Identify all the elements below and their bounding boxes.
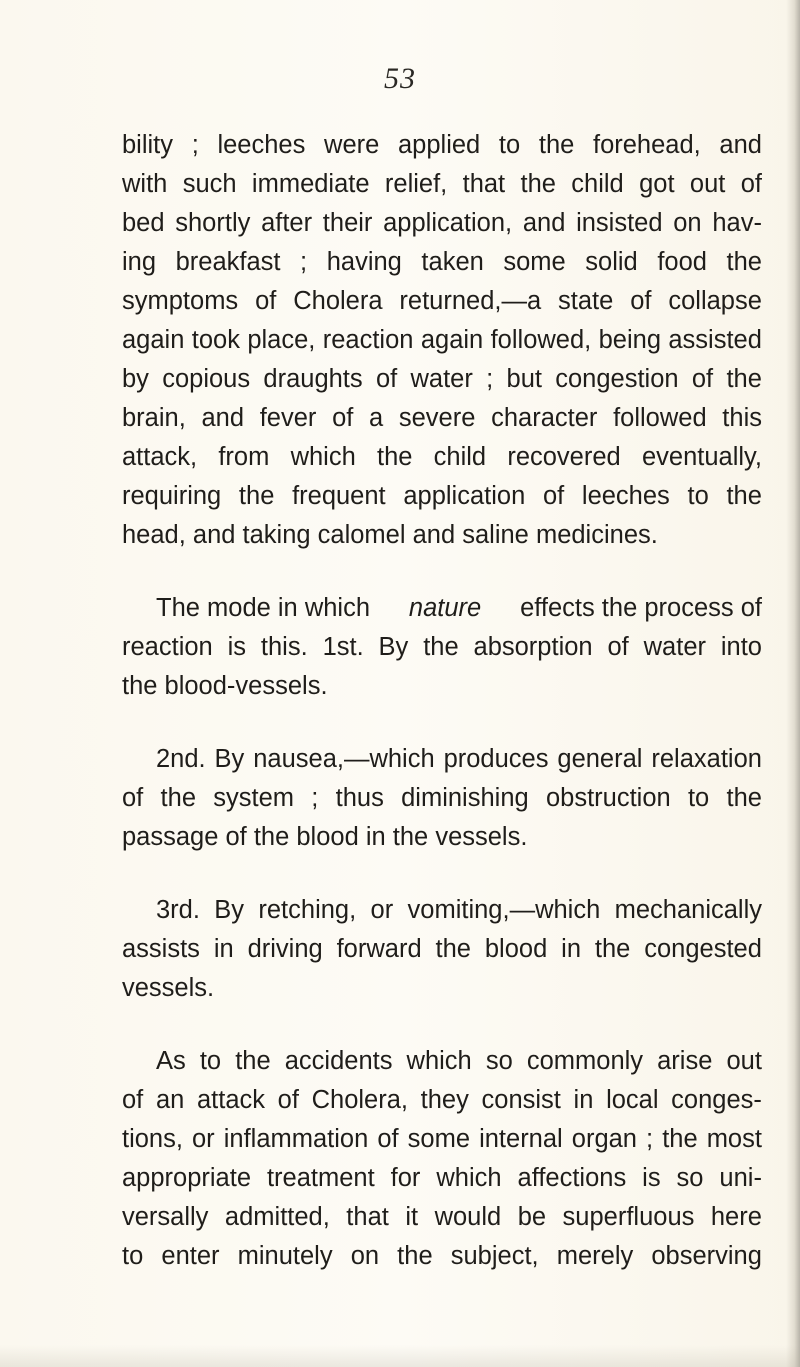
paragraph — [122, 891, 762, 1008]
text-line — [122, 321, 762, 360]
word: retching, — [258, 896, 357, 924]
word: and — [522, 209, 566, 237]
word: bility — [122, 131, 174, 159]
body-text — [122, 126, 762, 1276]
text-line — [122, 740, 762, 779]
word: symptoms — [122, 287, 239, 315]
word: fever — [259, 404, 317, 432]
word: into — [720, 633, 762, 661]
word: from — [218, 443, 270, 471]
word: leeches — [581, 482, 670, 510]
word: forehead, — [592, 131, 701, 159]
word: ; — [486, 365, 494, 393]
word: Cholera — [293, 287, 383, 315]
word: produces — [443, 745, 549, 773]
word: eventually, — [641, 443, 762, 471]
word: on — [673, 209, 702, 237]
word: Cholera, — [311, 1086, 408, 1114]
text-line — [122, 477, 762, 516]
italic-word: nature — [408, 594, 482, 622]
word: child — [571, 170, 624, 198]
page-number: 53 — [384, 62, 416, 95]
word: the — [397, 1242, 433, 1270]
word: took — [191, 326, 240, 354]
word: hav- — [712, 209, 762, 237]
word: the — [726, 365, 762, 393]
word: returned,—a — [399, 287, 542, 315]
word: the — [662, 1125, 698, 1153]
word: water — [643, 633, 706, 661]
word: By — [214, 745, 245, 773]
word: of — [740, 170, 762, 198]
word: water — [410, 365, 473, 393]
word: affections — [517, 1164, 627, 1192]
word: superfluous — [562, 1203, 695, 1231]
word: after — [261, 209, 313, 237]
word: place, — [247, 326, 316, 354]
text-line — [122, 1237, 762, 1276]
word: the — [238, 482, 275, 510]
word: in — [213, 935, 234, 963]
word: got — [639, 170, 675, 198]
word: application — [403, 482, 526, 510]
word: recovered — [507, 443, 621, 471]
word: to — [122, 1242, 144, 1270]
word: ; — [191, 131, 199, 159]
word: assists — [122, 935, 200, 963]
word: organ — [571, 1125, 637, 1153]
word: which — [436, 1164, 502, 1192]
word: the — [160, 784, 196, 812]
word: frequent — [292, 482, 386, 510]
text-line — [122, 438, 762, 477]
word: the — [235, 1047, 271, 1075]
word: reaction — [122, 633, 213, 661]
word: merely — [556, 1242, 634, 1270]
word: shortly — [175, 209, 251, 237]
word: and — [719, 131, 762, 159]
word: versally — [122, 1203, 209, 1231]
word: an — [155, 1086, 185, 1114]
text-line — [122, 628, 762, 667]
word: to — [199, 1047, 222, 1075]
word: reaction — [322, 326, 414, 354]
word: mechanically — [614, 896, 762, 924]
word: that — [462, 170, 506, 198]
text-line — [122, 165, 762, 204]
word: diminishing — [401, 784, 529, 812]
word: of — [375, 365, 398, 393]
word: state — [558, 287, 614, 315]
word: absorption — [473, 633, 593, 661]
text-line: passage of the blood in the vessels. — [122, 823, 528, 851]
text-fragment: The mode in which — [156, 594, 371, 622]
word: such — [182, 170, 237, 198]
word: assisted — [668, 326, 762, 354]
word: nausea,—which — [253, 745, 435, 773]
word: treatment — [266, 1164, 375, 1192]
word: uni- — [719, 1164, 762, 1192]
word: admitted, — [224, 1203, 330, 1231]
text-line — [122, 1198, 762, 1237]
word: or — [370, 896, 394, 924]
word: is — [642, 1164, 661, 1192]
word: By — [214, 896, 245, 924]
word: blood — [484, 935, 548, 963]
word: for — [390, 1164, 421, 1192]
word: relaxation — [651, 745, 762, 773]
word: of — [332, 404, 354, 432]
text-line — [122, 891, 762, 930]
word: solid — [585, 248, 638, 276]
word: some — [407, 1125, 471, 1153]
word: on — [350, 1242, 380, 1270]
word: immediate — [251, 170, 370, 198]
word: insisted — [576, 209, 663, 237]
word: local — [606, 1086, 659, 1114]
word: having — [326, 248, 402, 276]
word: attack — [196, 1086, 266, 1114]
word: most — [706, 1125, 762, 1153]
word: the — [594, 935, 631, 963]
word: leeches — [217, 131, 306, 159]
word: forward — [336, 935, 422, 963]
word: and — [201, 404, 245, 432]
word: collapse — [668, 287, 762, 315]
word: inflammation — [223, 1125, 369, 1153]
word: 2nd. — [156, 745, 206, 773]
word: be — [517, 1203, 547, 1231]
text-line — [122, 589, 762, 628]
word: were — [324, 131, 380, 159]
word: of — [607, 633, 629, 661]
word: 1st. — [322, 633, 364, 661]
word: ; — [646, 1125, 654, 1153]
word: ; — [300, 248, 308, 276]
paragraph — [122, 589, 762, 706]
paragraph — [122, 126, 762, 555]
word: by — [122, 365, 149, 393]
word: of — [542, 482, 565, 510]
text-line — [122, 204, 762, 243]
word: tions, — [122, 1125, 183, 1153]
text-line — [122, 126, 762, 165]
word: As — [156, 1047, 186, 1075]
word: commonly — [526, 1047, 644, 1075]
word: would — [434, 1203, 502, 1231]
word: in — [573, 1086, 594, 1114]
text-line — [122, 1081, 762, 1120]
word: subject, — [450, 1242, 539, 1270]
word: the — [435, 935, 471, 963]
word: system — [213, 784, 295, 812]
word: brain, — [122, 404, 186, 432]
word: so — [676, 1164, 704, 1192]
word: bed — [122, 209, 165, 237]
word: this — [722, 404, 762, 432]
text-line — [122, 1042, 762, 1081]
word: consist — [481, 1086, 561, 1114]
word: application, — [383, 209, 513, 237]
word: to — [498, 131, 521, 159]
word: 3rd. — [156, 896, 200, 924]
word: the — [726, 482, 762, 510]
word: thus — [335, 784, 384, 812]
word: the — [538, 131, 575, 159]
word: of — [122, 1086, 144, 1114]
text-line: the blood-vessels. — [122, 672, 328, 700]
word: minutely — [237, 1242, 333, 1270]
word: arise — [657, 1047, 713, 1075]
word: followed, — [490, 326, 592, 354]
text-line — [122, 360, 762, 399]
word: accidents — [284, 1047, 393, 1075]
word: they — [420, 1086, 469, 1114]
word: of — [377, 1125, 399, 1153]
word: so — [485, 1047, 513, 1075]
word: followed — [613, 404, 707, 432]
paragraph — [122, 740, 762, 857]
word: appropriate — [122, 1164, 252, 1192]
word: the — [376, 443, 413, 471]
word: obstruction — [545, 784, 671, 812]
word: child — [433, 443, 487, 471]
word: it — [405, 1203, 419, 1231]
word: the — [423, 633, 459, 661]
word: or — [192, 1125, 215, 1153]
word: requiring — [122, 482, 222, 510]
word: severe — [398, 404, 476, 432]
word: with — [122, 170, 168, 198]
word: being — [598, 326, 662, 354]
paragraph — [122, 1042, 762, 1276]
word: out — [726, 1047, 762, 1075]
word: a — [369, 404, 384, 432]
text-line — [122, 1159, 762, 1198]
word: which — [406, 1047, 472, 1075]
word: to — [687, 482, 709, 510]
text-line: head, and taking calomel and saline medicines. — [122, 521, 658, 549]
page-bottom-shadow — [0, 1345, 800, 1367]
word: again — [420, 326, 484, 354]
word: in — [561, 935, 582, 963]
word: general — [557, 745, 643, 773]
page-edge-shadow — [786, 0, 800, 1367]
word: of — [255, 287, 277, 315]
word: of — [691, 365, 714, 393]
text-line — [122, 399, 762, 438]
word: applied — [397, 131, 481, 159]
word: the — [726, 248, 762, 276]
word: vomiting,—which — [407, 896, 601, 924]
word: relief, — [384, 170, 448, 198]
word: copious — [162, 365, 251, 393]
word: that — [346, 1203, 389, 1231]
text-line — [122, 930, 762, 969]
word: to — [687, 784, 710, 812]
word: observing — [651, 1242, 762, 1270]
word: the — [520, 170, 556, 198]
word: food — [657, 248, 707, 276]
word: some — [503, 248, 566, 276]
word: draughts — [263, 365, 363, 393]
word: ing — [122, 248, 157, 276]
text-line — [122, 243, 762, 282]
text-line — [122, 282, 762, 321]
word: internal — [479, 1125, 563, 1153]
text-line: vessels. — [122, 974, 215, 1002]
text-line — [122, 779, 762, 818]
word: of — [122, 784, 144, 812]
word: is — [227, 633, 247, 661]
word: out — [689, 170, 726, 198]
word: of — [277, 1086, 299, 1114]
word: which — [290, 443, 356, 471]
word: again — [122, 326, 185, 354]
word: this. — [260, 633, 308, 661]
word: taken — [421, 248, 484, 276]
word: of — [630, 287, 652, 315]
word: the — [726, 784, 762, 812]
word: conges- — [671, 1086, 762, 1114]
word: attack, — [122, 443, 198, 471]
word: congested — [644, 935, 762, 963]
text-fragment: effects the process of — [520, 594, 762, 622]
word: enter — [161, 1242, 220, 1270]
word: character — [491, 404, 598, 432]
word: By — [378, 633, 409, 661]
word: driving — [247, 935, 323, 963]
word: their — [322, 209, 373, 237]
text-line — [122, 1120, 762, 1159]
word: congestion — [555, 365, 679, 393]
word: ; — [311, 784, 319, 812]
word: but — [506, 365, 542, 393]
word: here — [710, 1203, 762, 1231]
word: breakfast — [175, 248, 281, 276]
